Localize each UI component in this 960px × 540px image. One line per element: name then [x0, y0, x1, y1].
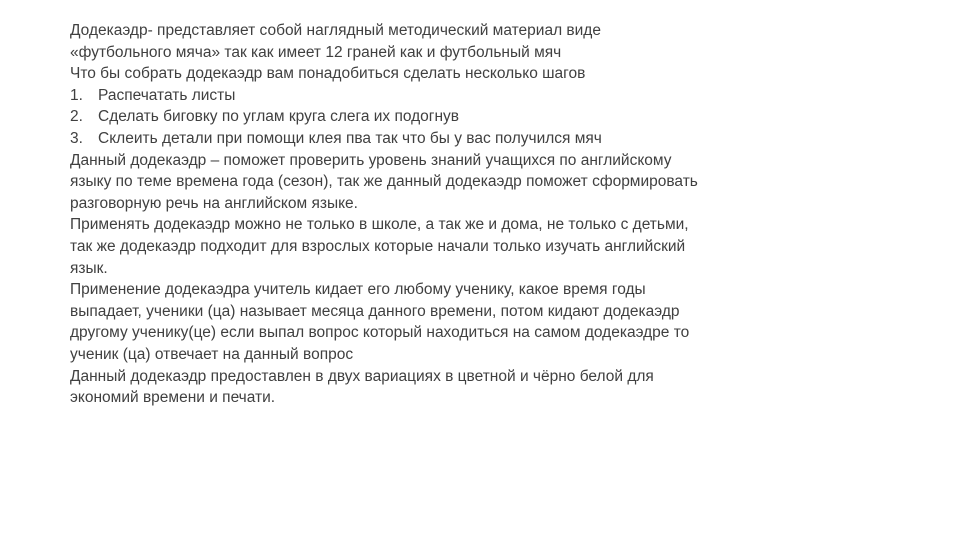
intro-line-1: Додекаэдр- представляет собой наглядный методический материал виде — [70, 22, 601, 39]
step-text: Склеить детали при помощи клея пва так что бы у вас получился мяч — [98, 129, 602, 147]
slide-text-block — [70, 20, 810, 409]
body-line-1: Данный додекаэдр – поможет проверить уровень знаний учащихся по английскому — [70, 151, 672, 169]
step-number: 3. — [70, 129, 83, 147]
step-number: 1. — [70, 86, 83, 104]
step-item-2 — [70, 106, 810, 128]
intro-line-2: «футбольного мяча» так как имеет 12 граней как и футбольный мяч — [70, 43, 562, 61]
body-line-7: Применение додекаэдра учитель кидает его любому ученику, какое время годы — [70, 281, 646, 299]
step-text: Сделать биговку по углам круга слега их подогнув — [98, 108, 459, 126]
step-number: 2. — [70, 108, 83, 126]
intro-line-3: Что бы собрать додекаэдр вам понадобиться сделать несколько шагов — [70, 65, 586, 83]
body-line-5: так же додекаэдр подходит для взрослых которые начали только изучать английский — [70, 237, 686, 255]
step-text: Распечатать листы — [98, 86, 236, 104]
step-item-3 — [70, 128, 810, 150]
step-item-1 — [70, 85, 810, 107]
body-line-3: разговорную речь на английском языке. — [70, 194, 358, 212]
body-line-8: выпадает, ученики (ца) называет месяца данного времени, потом кидают додекаэдр — [70, 302, 680, 320]
body-line-6: язык. — [70, 259, 108, 277]
body-line-4: Применять додекаэдр можно не только в школе, а так же и дома, не только с детьми, — [70, 216, 689, 234]
body-line-12: экономий времени и печати. — [70, 389, 276, 407]
body-line-9: другому ученику(це) если выпал вопрос который находиться на самом додекаэдре то — [70, 324, 690, 342]
body-line-10: ученик (ца) отвечает на данный вопрос — [70, 345, 354, 363]
body-line-11: Данный додекаэдр предоставлен в двух вариациях в цветной и чёрно белой для — [70, 367, 654, 385]
body-line-2: языку по теме времена года (сезон), так же данный додекаэдр поможет сформировать — [70, 173, 698, 191]
